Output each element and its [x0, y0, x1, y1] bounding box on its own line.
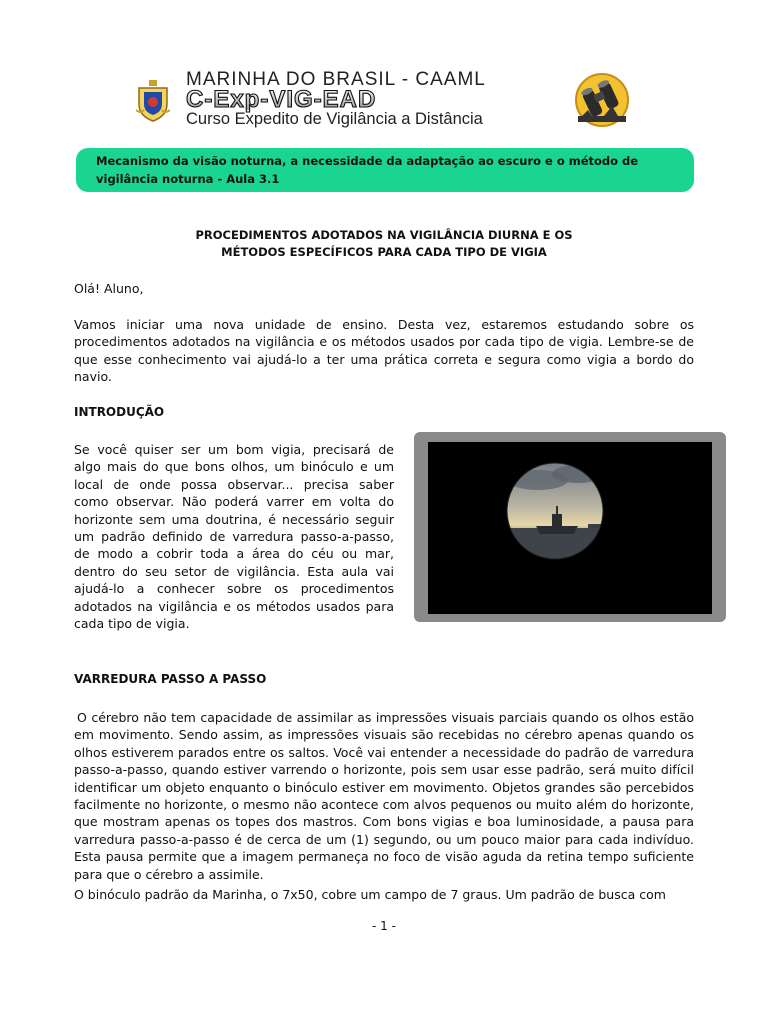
- introduction-text: Se você quiser ser um bom vigia, precisará de algo mais do que bons olhos, um binóculo e um local de onde possa observar... precisa saber como observar. Não poderá varrer em volta do horizonte sem uma doutrina, é necessário seguir um padrão definido de varredura passo-a-passo, de modo a cobrir toda a área do céu ou mar, dentro do seu setor de vigilância. Esta aula vai ajudá-lo a conhecer sobre os procedimentos adotados na vigilância e os métodos usados para cada tipo de vigia.: [74, 442, 394, 632]
- varredura-text: O cérebro não tem capacidade de assimilar as impressões visuais parciais quando os olhos estão em movimento. Sendo assim, as impressões visuais são recebidas no cérebro apenas quando os olhos estiverem parados entre os saltos. Você vai entender a necessidade do padrão de varredura passo-a-passo, quando estiver varrendo o horizonte, pois sem usar esse padrão, será muito difícil identificar um objeto enquanto o binóculo estiver em movimento. Objetos grandes são percebidos facilmente no horizonte, o mesmo não acontece com alvos pequenos ou muito além do horizonte, que mostram apenas os topes dos mastros. Com bons vigias e boa luminosidade, a pausa para varredura passo-a-passo é de cerca de um (1) segundo, ou um pouco maior para cada indivíduo. Esta pausa permite que a imagem permaneça no foco de visão aguda da retina tempo suficiente para que o cérebro a assimile.: [74, 710, 694, 882]
- lesson-banner: Mecanismo da visão noturna, a necessidade da adaptação ao escuro e o método de vigilância noturna - Aula 3.1: [76, 148, 694, 192]
- navy-crest-icon: [136, 80, 170, 122]
- section-title-line2: MÉTODOS ESPECÍFICOS PARA CADA TIPO DE VIGIA: [221, 245, 547, 259]
- binocular-view-ship-icon: [428, 442, 712, 614]
- course-logo: [186, 70, 556, 129]
- binocular-view-figure: [414, 432, 726, 622]
- logo-navy-name: MARINHA DO BRASIL - CAAML: [186, 69, 486, 90]
- introduction-heading: INTRODUÇÃO: [74, 405, 165, 419]
- intro-paragraph: Vamos iniciar uma nova unidade de ensino. Desta vez, estaremos estudando sobre os procedimentos adotados na vigilância e os métodos usados por cada tipo de vigia. Lembre-se de que esse conhecimento vai ajudá-lo a ter uma prática correta e segura como vigia a bordo do navio.: [74, 317, 694, 385]
- section-title-line1: PROCEDIMENTOS ADOTADOS NA VIGILÂNCIA DIURNA E OS: [195, 228, 573, 242]
- greeting: Olá! Aluno,: [74, 281, 144, 296]
- binoculars-icon: [574, 72, 630, 128]
- logo-course-name: Curso Expedito de Vigilância a Distância: [186, 110, 483, 128]
- page-number: - 1 -: [372, 919, 396, 933]
- varredura-heading: VARREDURA PASSO A PASSO: [74, 672, 267, 686]
- figure-dark-frame: [428, 442, 712, 614]
- varredura-last-line: O binóculo padrão da Marinha, o 7x50, cobre um campo de 7 graus. Um padrão de busca com: [74, 887, 666, 902]
- course-header: [130, 70, 630, 136]
- logo-course-code: C-Exp-VIG-EAD: [186, 90, 556, 110]
- section-title: [74, 227, 694, 261]
